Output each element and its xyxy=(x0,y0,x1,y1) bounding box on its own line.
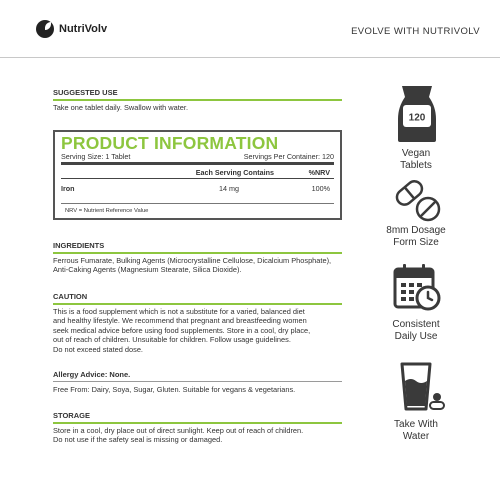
feature-line: Daily Use xyxy=(394,331,438,342)
storage-line: Store in a cool, dry place out of direct sunlight. Keep out of reach of children. xyxy=(53,426,304,435)
ingredients-text xyxy=(53,256,342,275)
caution-title: CAUTION xyxy=(53,292,342,305)
storage-section xyxy=(53,411,342,445)
storage-text xyxy=(53,426,342,445)
caution-section xyxy=(53,292,342,354)
divider xyxy=(61,178,334,179)
product-information-panel xyxy=(53,130,342,220)
nutrient-nrv: 100% xyxy=(311,184,330,193)
ingredients-title: INGREDIENTS xyxy=(53,241,342,254)
caution-text xyxy=(53,307,342,354)
nrv-footnote: NRV = Nutrient Reference Value xyxy=(65,208,149,214)
water-glass-icon xyxy=(396,361,448,418)
brand-leaf-icon xyxy=(36,20,54,38)
feature-line: Vegan xyxy=(401,148,431,159)
allergy-section xyxy=(53,370,342,394)
header xyxy=(0,0,500,58)
feature-line: Tablets xyxy=(400,160,432,171)
ingredients-section xyxy=(53,241,342,275)
feature-line: 8mm Dosage xyxy=(386,225,446,236)
suggested-use-section xyxy=(53,88,342,112)
allergy-title: Allergy Advice: None. xyxy=(53,370,342,382)
feature-line: Water xyxy=(402,431,430,442)
calendar-clock-icon xyxy=(393,263,441,316)
storage-line: Do not use if the safety seal is missing or damaged. xyxy=(53,435,223,445)
caution-line: and healthy lifestyle. We recommend that pregnant and breastfeeding women xyxy=(53,316,307,326)
nutrient-amount: 14 mg xyxy=(219,184,239,193)
serving-size: Serving Size: 1 Tablet xyxy=(61,152,131,161)
caution-line: Do not exceed stated dose. xyxy=(53,344,143,354)
feature-label-daily-use xyxy=(366,319,466,343)
ingredients-line: Anti-Caking Agents (Magnesium Stearate, Silica Dioxide). xyxy=(53,265,242,275)
brand-logo[interactable] xyxy=(36,20,107,38)
ingredients-line: Ferrous Fumarate, Bulking Agents (Microcrystalline Cellulose, Dicalcium Phosphate), xyxy=(53,256,332,265)
col-contains: Each Serving Contains xyxy=(195,168,274,177)
feature-line: Form Size xyxy=(393,237,439,248)
feature-label-vegan xyxy=(366,148,466,172)
suggested-use-text: Take one tablet daily. Swallow with water. xyxy=(53,103,189,112)
divider xyxy=(61,203,334,204)
feature-line: Take With xyxy=(394,419,438,430)
brand-name: NutriVolv xyxy=(59,23,108,35)
tagline: EVOLVE WITH NUTRIVOLV xyxy=(351,26,480,37)
caution-line: This is a food supplement which is not a substitute for a varied, balanced diet xyxy=(53,307,305,316)
suggested-use-title: SUGGESTED USE xyxy=(53,88,342,101)
product-information-title: PRODUCT INFORMATION xyxy=(61,133,279,153)
tablets-icon xyxy=(392,177,444,228)
pouch-icon xyxy=(396,85,438,148)
storage-title: STORAGE xyxy=(53,411,342,424)
servings-per-container: Servings Per Container: 120 xyxy=(243,152,334,161)
divider-thick xyxy=(61,162,334,165)
pouch-badge: 120 xyxy=(408,112,426,124)
nutrient-name: Iron xyxy=(61,184,75,193)
feature-line: Consistent xyxy=(392,319,440,330)
feature-label-dosage xyxy=(366,225,466,249)
col-nrv: %NRV xyxy=(308,168,330,177)
allergy-text: Free From: Dairy, Soya, Sugar, Gluten. Suitable for vegans & vegetarians. xyxy=(53,385,296,394)
feature-label-water xyxy=(366,419,466,443)
caution-line: seek medical advice before using food supplements. Store in a cool, dry place, xyxy=(53,325,311,335)
caution-line: out of reach of children. Unsuitable for children. Follow usage guidelines. xyxy=(53,335,291,345)
